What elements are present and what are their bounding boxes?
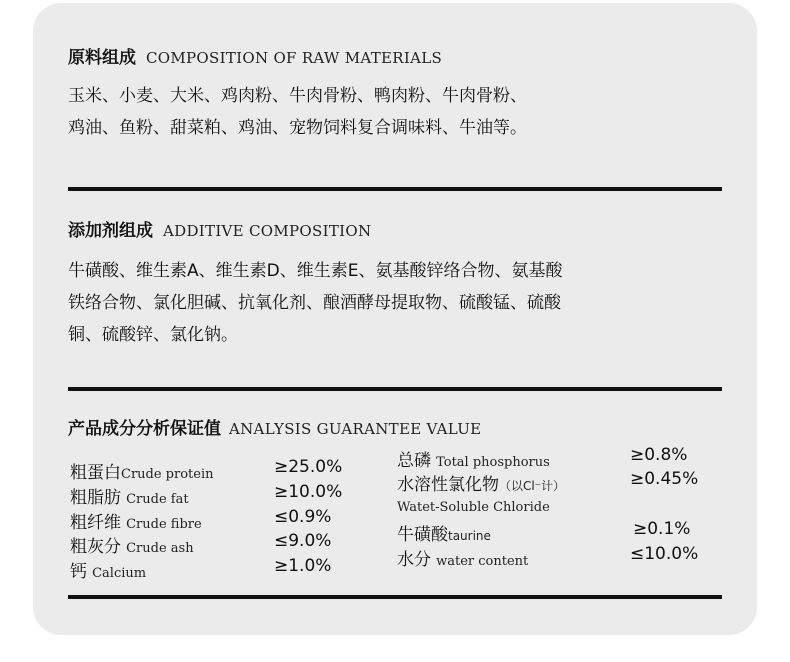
analysis-row-fat	[70, 483, 189, 508]
fat-value: ≥10.0%	[274, 482, 343, 502]
chloride-label-cn: 水溶性氯化物	[397, 475, 499, 495]
analysis-row-taurine	[397, 520, 491, 545]
taurine-label-cn: 牛磺酸	[397, 525, 448, 545]
fibre-label-en: Crude fibre	[126, 517, 202, 532]
additive-line-3: 铜、硫酸锌、氯化钠。	[68, 325, 238, 345]
raw-title-cn: 原料组成	[68, 48, 136, 68]
additive-title-en: ADDITIVE COMPOSITION	[163, 222, 372, 240]
chloride-value: ≥0.45%	[630, 469, 699, 489]
additive-line-1: 牛磺酸、维生素A、维生素D、维生素E、氨基酸锌络合物、氨基酸	[68, 261, 563, 281]
analysis-row-chloride	[397, 470, 565, 495]
analysis-row-phosphorus	[397, 446, 550, 471]
analysis-row-fibre	[70, 508, 202, 533]
calcium-label-en: Calcium	[92, 566, 147, 581]
additive-line-2: 铁络合物、氯化胆碱、抗氧化剂、酿酒酵母提取物、硫酸锰、硫酸	[68, 293, 561, 313]
fibre-value: ≤0.9%	[274, 507, 332, 527]
protein-label-en: Crude protein	[121, 467, 214, 482]
analysis-title-en: ANALYSIS GUARANTEE VALUE	[229, 420, 482, 438]
analysis-section-title	[68, 414, 481, 439]
analysis-row-protein	[70, 458, 214, 483]
ash-value: ≤9.0%	[274, 531, 332, 551]
calcium-label-cn: 钙	[70, 562, 87, 582]
phosphorus-value: ≥0.8%	[630, 445, 688, 465]
additive-title-cn: 添加剂组成	[68, 221, 153, 241]
raw-line-2: 鸡油、鱼粉、甜菜粕、鸡油、宠物饲料复合调味料、牛油等。	[68, 118, 527, 138]
analysis-row-calcium	[70, 557, 146, 582]
ash-label-en: Crude ash	[126, 541, 194, 556]
water-value: ≤10.0%	[630, 544, 699, 564]
fibre-label-cn: 粗纤维	[70, 513, 121, 533]
protein-label-cn: 粗蛋白	[70, 463, 121, 483]
chloride-note: （以Cl⁻计）	[499, 479, 566, 493]
divider-3	[68, 595, 722, 599]
raw-section-title	[68, 43, 442, 68]
chloride-label-en: Watet-Soluble Chloride	[397, 500, 550, 515]
water-label-en: water content	[436, 554, 529, 569]
calcium-value: ≥1.0%	[274, 556, 332, 576]
phosphorus-label-en: Total phosphorus	[436, 455, 550, 470]
water-label-cn: 水分	[397, 550, 431, 570]
additive-section-title	[68, 216, 371, 241]
fat-label-en: Crude fat	[126, 492, 189, 507]
phosphorus-label-cn: 总磷	[397, 451, 431, 471]
taurine-value: ≥0.1%	[633, 519, 691, 539]
analysis-row-water	[397, 545, 528, 570]
raw-line-1: 玉米、小麦、大米、鸡肉粉、牛肉骨粉、鸭肉粉、牛肉骨粉、	[68, 86, 527, 106]
protein-value: ≥25.0%	[274, 457, 343, 477]
raw-title-en: COMPOSITION OF RAW MATERIALS	[146, 49, 443, 67]
analysis-title-cn: 产品成分分析保证值	[68, 419, 221, 439]
divider-2	[68, 387, 722, 391]
fat-label-cn: 粗脂肪	[70, 488, 121, 508]
taurine-label-en: taurine	[448, 529, 491, 543]
analysis-row-ash	[70, 532, 194, 557]
ash-label-cn: 粗灰分	[70, 537, 121, 557]
divider-1	[68, 187, 722, 191]
